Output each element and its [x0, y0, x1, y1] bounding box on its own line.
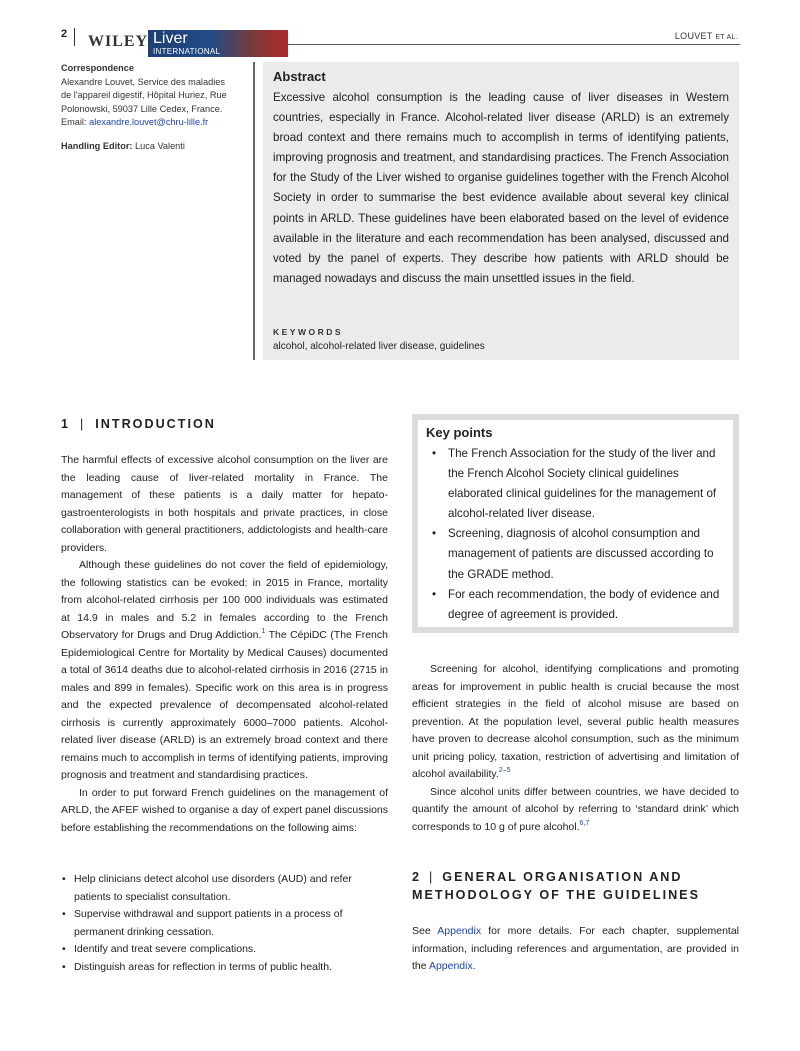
list-item: • Screening, diagnosis of alcohol consumption and management of patients are discussed according to the GRADE method.	[430, 524, 720, 584]
paragraph-text: .	[472, 960, 476, 972]
paragraph	[412, 784, 739, 837]
list-item: • Identify and treat severe complications.	[61, 941, 388, 959]
journal-banner	[148, 30, 288, 57]
keywords-heading: KEYWORDS	[273, 327, 344, 337]
paragraph: In order to put forward French guidelines on the management of ARLD, the AFEF wished to organise a day of expert panel discussions before establishing the recommendations on the following aims:	[61, 786, 388, 834]
paragraph	[61, 557, 388, 785]
correspondence-block	[61, 62, 246, 130]
citation-link[interactable]: 6,7	[579, 819, 590, 827]
correspondence-line: de l'appareil digestif, Hôpital Huriez, Rue	[61, 90, 227, 100]
key-points-list	[430, 444, 720, 625]
journal-title: Liver	[153, 30, 188, 47]
abstract-text: Excessive alcohol consumption is the leading cause of liver diseases in Western countries, especially in France. Alcohol-related liver disease (ARLD) is an extremely broad context and there remains much to accomplish in terms of identifying patients, improving prognosis and treatment, and standardising practices. The French Association for the Study of the Liver wished to organise guidelines together with the French Alcohol Society in order to summarise the best evidence available about several key clinical points in ARLD. These guidelines have been elaborated based on the level of evidence available in the literature and each recommendation has been analysed, discussed and voted by the panel of experts. They describe how patients with ARLD should be managed nowadays and discuss the main unsettled issues in the field.	[273, 91, 729, 285]
section-2-body	[412, 923, 739, 976]
handling-editor-name: Luca Valenti	[132, 141, 185, 151]
introduction-body	[61, 452, 388, 837]
paragraph-text: Screening for alcohol, identifying complications and promoting areas for improvement in public health is crucial because the most efficient strategies in the field of alcohol misuse are based on prevention. At the population level, several public health measures have proven to decrease alcohol consumption, such as the minimum unit pricing policy, taxation, restriction of advertising and limitation of alcohol availability.	[412, 663, 739, 780]
header-rule	[288, 44, 740, 45]
list-item: • Distinguish areas for reflection in terms of public health.	[61, 959, 388, 977]
appendix-link[interactable]: Appendix	[437, 925, 482, 937]
abstract-rule	[253, 62, 255, 360]
publisher-logo: WILEY	[88, 33, 149, 50]
section-title: GENERAL ORGANISATION AND METHODOLOGY OF THE GUIDELINES	[412, 870, 700, 902]
paragraph-text: for more details. For each chapter, supplemental information, including references and argumentation, are provided in the	[412, 925, 740, 972]
correspondence-line: Polonowski, 59037 Lille Cedex, France.	[61, 103, 223, 114]
handling-editor	[61, 141, 185, 151]
list-item: • Supervise withdrawal and support patients in a process of permanent drinking cessation.	[61, 906, 388, 941]
journal-subtitle: INTERNATIONAL	[153, 47, 221, 56]
right-column-body	[412, 661, 739, 836]
abstract-title: Abstract	[273, 69, 326, 84]
keywords: alcohol, alcohol-related liver disease, guidelines	[273, 341, 485, 352]
email-link[interactable]: alexandre.louvet@chru-lille.fr	[89, 117, 209, 127]
list-item: • For each recommendation, the body of evidence and degree of agreement is provided.	[430, 585, 720, 625]
list-item: • Help clinicians detect alcohol use disorders (AUD) and refer patients to specialist consultation.	[61, 871, 388, 906]
list-item: • The French Association for the study of the liver and the French Alcohol Society clinical guidelines elaborated clinical guidelines for the management of alcohol-related liver disease.	[430, 444, 720, 524]
running-head-etal: ET AL.	[715, 34, 738, 41]
paragraph-text: See	[412, 925, 438, 937]
correspondence-line: Alexandre Louvet, Service des maladies	[61, 76, 225, 87]
running-head-authors: LOUVET	[674, 31, 713, 41]
paragraph-text: Although these guidelines do not cover the field of epidemiology, the following statistics can be evoked: in 2015 in France, mortality from alcohol-related cirrhosis per 100 000 individuals was estimated at 14.9 in males and 5.2 in females according to the French Observatory for Drugs and Drug Addiction.	[61, 559, 388, 641]
running-head	[675, 31, 738, 41]
citation-link[interactable]: 2–5	[498, 767, 511, 774]
header-divider	[74, 28, 75, 46]
paragraph	[412, 661, 739, 784]
appendix-link[interactable]: Appendix	[428, 960, 473, 972]
page-number: 2	[61, 28, 68, 40]
key-points-title: Key points	[426, 425, 493, 440]
section-title: INTRODUCTION	[95, 417, 216, 431]
section-number: 1	[61, 417, 71, 431]
paragraph: The harmful effects of excessive alcohol consumption on the liver are the leading cause of liver-related mortality in France. The management of these patients is a daily matter for hepato-gastroenterologists in both hospitals and private practices, in close collaboration with general practitioners, addictologists and health-care providers.	[61, 454, 388, 554]
section-2-heading: 2 | GENERAL ORGANISATION AND METHODOLOGY OF THE GUIDELINES	[412, 870, 700, 902]
aims-list	[61, 871, 388, 976]
correspondence-email-row	[61, 116, 246, 130]
handling-editor-label: Handling Editor:	[61, 141, 133, 151]
paragraph-text: Since alcohol units differ between countries, we have decided to quantify the amount of alcohol by referring to ‘standard drink’ which corresponds to 10 g of pure alcohol.	[412, 785, 739, 833]
correspondence-label: Correspondence	[61, 63, 135, 73]
email-label: Email:	[61, 117, 90, 127]
citation-link[interactable]: 1	[261, 628, 266, 635]
paragraph	[412, 923, 739, 976]
paragraph-text: The CépiDC (The French Epidemiological Centre for Mortality by Medical Causes) documented a total of 3614 deaths due to alcohol-related cirrhosis in 2016 (2715 in males and 899 in females). Specific work on this area is in progress and the expected prevalence of decompensated alcohol-related cirrhosis is currently approximately 6000–7000 patients. Alcohol-related liver disease (ARLD) is an extremely broad context and there remains much to accomplish in terms of identifying patients, improving prognosis and treatment and standardising practices.	[61, 629, 388, 781]
section-1-heading: 1 | INTRODUCTION	[61, 417, 216, 431]
section-number: 2	[412, 870, 422, 884]
